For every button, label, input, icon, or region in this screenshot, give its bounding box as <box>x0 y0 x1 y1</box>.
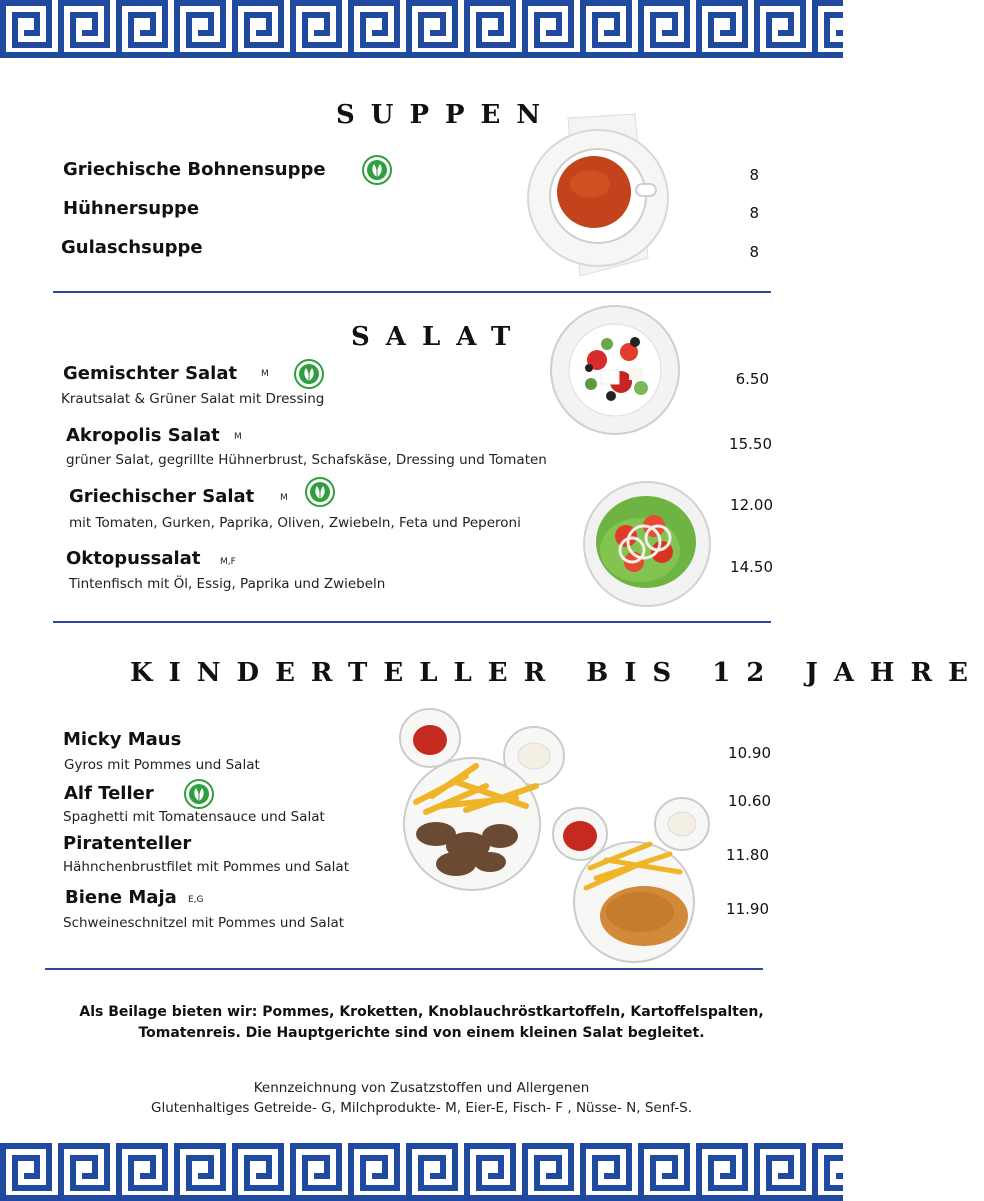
menu-item-name: Griechische Bohnensuppe <box>63 159 326 180</box>
mixed-salad-photo <box>549 304 681 436</box>
menu-item-description: grüner Salat, gegrillte Hühnerbrust, Schafskäse, Dressing und Tomaten <box>66 452 547 468</box>
menu-item-price: 6.50 <box>735 370 769 388</box>
menu-item-name: Piratenteller <box>63 833 192 854</box>
section-divider <box>45 968 763 970</box>
menu-item-description: Hähnchenbrustfilet mit Pommes und Salat <box>63 859 349 875</box>
kids-plate-schnitzel-photo <box>550 794 712 964</box>
menu-item-name: Akropolis Salat <box>66 425 220 446</box>
greek-key-border-top <box>0 0 843 58</box>
menu-item-price: 8 <box>749 204 759 222</box>
menu-item-price: 10.60 <box>728 792 771 810</box>
leaf-badge-icon <box>294 359 324 389</box>
section-heading-kids: KINDERTELLER BIS 12 JAHRE <box>130 658 984 688</box>
menu-item-price: 8 <box>749 243 759 261</box>
allergen-code: M <box>280 493 288 503</box>
leaf-badge-icon <box>184 779 214 809</box>
section-heading-soups: SUPPEN <box>336 100 557 130</box>
menu-item-description: Spaghetti mit Tomatensauce und Salat <box>63 809 325 825</box>
menu-item-price: 11.90 <box>726 900 769 918</box>
menu-item-name: Gulaschsuppe <box>61 237 203 258</box>
menu-item-price: 8 <box>749 166 759 184</box>
menu-item-description: mit Tomaten, Gurken, Paprika, Oliven, Zwiebeln, Feta und Peperoni <box>69 515 521 531</box>
menu-item-description: Tintenfisch mit Öl, Essig, Paprika und Zwiebeln <box>69 576 386 592</box>
allergen-code: M <box>261 369 269 379</box>
menu-item-name: Alf Teller <box>64 783 154 804</box>
allergen-code: M <box>234 432 242 442</box>
menu-item-price: 11.80 <box>726 846 769 864</box>
menu-item-price: 10.90 <box>728 744 771 762</box>
allergen-code: M,F <box>220 557 236 567</box>
allergen-legend <box>40 1078 803 1118</box>
menu-item-name: Hühnersuppe <box>63 198 200 219</box>
menu-item-price: 12.00 <box>730 496 773 514</box>
menu-item-price: 15.50 <box>729 435 772 453</box>
greek-key-border-bottom <box>0 1143 843 1201</box>
menu-item-description: Schweineschnitzel mit Pommes und Salat <box>63 915 345 931</box>
section-divider <box>53 291 771 293</box>
soup-bowl-photo <box>520 108 680 278</box>
section-heading-salads: SALAT <box>351 322 527 352</box>
section-divider <box>53 621 771 623</box>
menu-item-name: Gemischter Salat <box>63 363 238 384</box>
leaf-badge-icon <box>362 155 392 185</box>
leaf-badge-icon <box>305 477 335 507</box>
menu-item-name: Griechischer Salat <box>69 486 255 507</box>
side-dish-note-line: Als Beilage bieten wir: Pommes, Kroketten, Knoblauchröstkartoffeln, Kartoffelspalten, <box>79 1004 764 1020</box>
menu-item-name: Biene Maja <box>65 887 177 908</box>
menu-item-name: Micky Maus <box>63 729 182 750</box>
allergen-code: E,G <box>188 895 204 905</box>
menu-item-price: 14.50 <box>730 558 773 576</box>
kids-plate-gyros-photo <box>396 706 566 891</box>
menu-item-description: Gyros mit Pommes und Salat <box>64 757 260 773</box>
allergen-legend-text: Glutenhaltiges Getreide- G, Milchprodukte- M, Eier-E, Fisch- F , Nüsse- N, Senf-S. <box>151 1100 692 1116</box>
side-dish-note-line: Tomatenreis. Die Hauptgerichte sind von einem kleinen Salat begleitet. <box>138 1025 705 1041</box>
menu-item-name: Oktopussalat <box>66 548 201 569</box>
greek-salad-photo <box>582 480 712 608</box>
menu-item-description: Krautsalat & Grüner Salat mit Dressing <box>61 391 325 407</box>
allergen-legend-title: Kennzeichnung von Zusatzstoffen und Allergenen <box>253 1080 590 1096</box>
side-dish-note <box>40 1002 803 1044</box>
